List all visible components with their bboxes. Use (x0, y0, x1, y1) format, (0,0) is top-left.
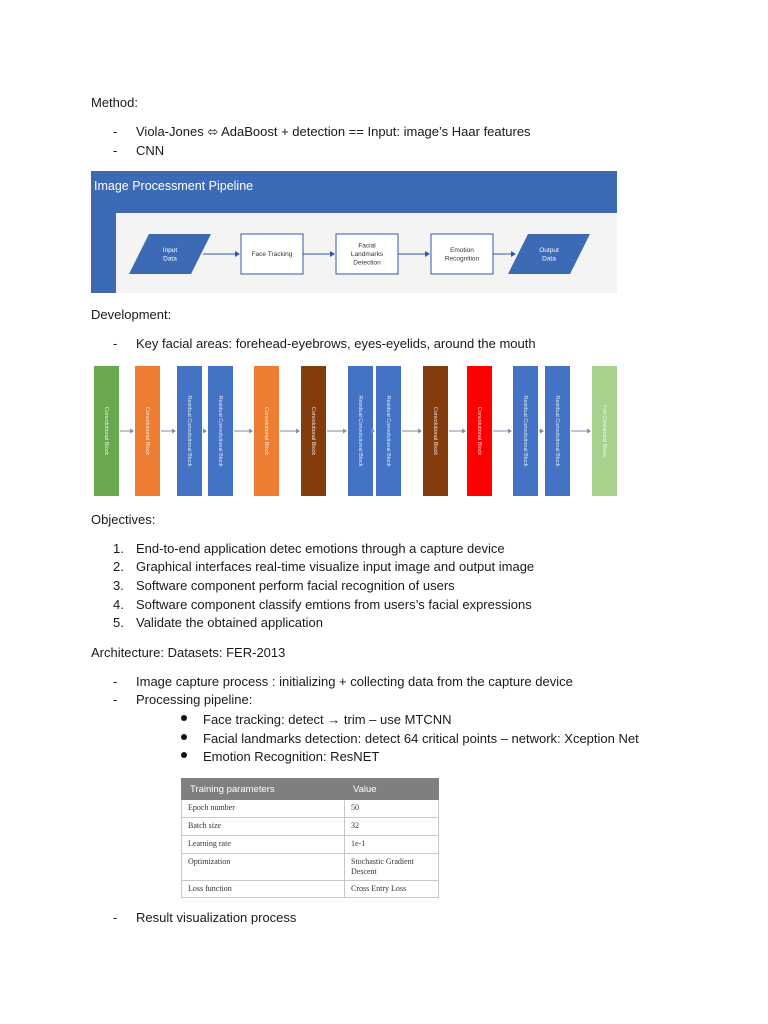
table-row (182, 881, 439, 898)
table-cell: 1e-1 (345, 836, 439, 854)
cnn-block-label: Convolutional Block (310, 406, 317, 456)
method-item-viola-jones (136, 123, 531, 140)
architecture-heading: Architecture: Datasets: FER-2013 (91, 645, 286, 660)
development-heading: Development: (91, 307, 172, 322)
cnn-arrowhead (203, 429, 207, 434)
objective-number: 4. (113, 597, 124, 612)
cnn-block-label: Convolutional Block (476, 406, 483, 456)
objective-item: Graphical interfaces real-time visualize input image and output image (136, 559, 535, 574)
table-row (182, 836, 439, 854)
method-heading: Method: (91, 95, 138, 110)
table-cell: Batch size (182, 818, 345, 836)
objective-item: Validate the obtained application (136, 615, 323, 630)
list-dash: - (113, 143, 118, 158)
table-row (182, 800, 439, 818)
cnn-block-label: Convolutional Block (432, 406, 439, 456)
subitem-text-post: trim – use MTCNN (340, 712, 452, 727)
bullet-dot (181, 734, 187, 740)
development-item: Key facial areas: forehead-eyebrows, eyes-eyelids, around the mouth (136, 336, 536, 351)
table-cell: Stochastic Gradient Descent (345, 854, 439, 881)
cnn-block-label: Convolutional Block (144, 406, 151, 456)
list-dash: - (113, 124, 118, 139)
bullet-dot (181, 715, 187, 721)
pipeline-step-label: Face Tracking (251, 251, 293, 259)
pipeline-svg (91, 171, 617, 293)
cnn-arrowhead (462, 429, 466, 434)
objectives-heading: Objectives: (91, 512, 156, 527)
list-dash: - (113, 910, 118, 925)
cnn-architecture-diagram (91, 364, 619, 498)
table-header-cell: Value (345, 779, 439, 800)
pipeline-step-label: Facial Landmarks Detection (350, 242, 384, 267)
subitem-landmarks: Facial landmarks detection: detect 64 critical points – network: Xception Net (203, 731, 639, 746)
table-row (182, 854, 439, 881)
cnn-arrowhead (249, 429, 253, 434)
pipeline-step-label: Input Data (162, 246, 178, 263)
cnn-block-label: Convolutional Block (263, 406, 270, 456)
cnn-block-label: Residual Convolutional Block (522, 395, 529, 467)
cnn-block-label: Residual Convolutional Block (385, 395, 392, 467)
cnn-arrowhead (540, 429, 544, 434)
pipeline-side-bar (91, 213, 116, 293)
table-cell: 32 (345, 818, 439, 836)
double-arrow-icon: ⬄ (207, 124, 219, 139)
table-cell: 50 (345, 800, 439, 818)
table-cell: Loss function (182, 881, 345, 898)
table-cell: Epoch number (182, 800, 345, 818)
method-item-cnn: CNN (136, 143, 165, 158)
architecture-item-result: Result visualization process (136, 910, 297, 925)
cnn-block-label: Convolutional Block (103, 406, 110, 456)
method-item-text-pre: Viola-Jones (136, 124, 208, 139)
cnn-arrowhead (508, 429, 512, 434)
subitem-emotion: Emotion Recognition: ResNET (203, 749, 380, 764)
bullet-dot (181, 752, 187, 758)
pipeline-step-label: Emotion Recognition (444, 246, 480, 263)
cnn-arrowhead (418, 429, 422, 434)
cnn-arrowhead (296, 429, 300, 434)
table-header-cell: Training parameters (182, 779, 345, 800)
list-dash: - (113, 336, 118, 351)
architecture-item-pipeline: Processing pipeline: (136, 692, 253, 707)
table-row (182, 818, 439, 836)
pipeline-step-label: Output Data (539, 246, 559, 263)
table-cell: Optimization (182, 854, 345, 881)
cnn-block-label: Residual Convolutional Block (554, 395, 561, 467)
pipeline-diagram (91, 171, 617, 293)
table-cell: Learning rate (182, 836, 345, 854)
table-cell: Cross Entry Loss (345, 881, 439, 898)
pipeline-process-box (431, 234, 493, 274)
list-dash: - (113, 674, 118, 689)
right-arrow-icon: → (327, 712, 341, 727)
cnn-arrowhead (343, 429, 347, 434)
training-parameters-table (181, 778, 439, 898)
cnn-block-label: Full Connected Block (601, 405, 608, 457)
objective-item: End-to-end application detec emotions through a capture device (136, 541, 505, 556)
cnn-arrowhead (130, 429, 134, 434)
cnn-block-label: Residual Convolutional Block (217, 395, 224, 467)
subitem-face-tracking (203, 711, 452, 728)
cnn-arrowhead (172, 429, 176, 434)
objective-number: 2. (113, 559, 124, 574)
objective-number: 3. (113, 578, 124, 593)
objective-item: Software component perform facial recognition of users (136, 578, 455, 593)
cnn-arrowhead (587, 429, 591, 434)
architecture-item-capture: Image capture process : initializing + collecting data from the capture device (136, 674, 573, 689)
pipeline-title: Image Processment Pipeline (94, 179, 254, 193)
list-dash: - (113, 692, 118, 707)
cnn-block-label: Residual Convolutional Block (186, 395, 193, 467)
subitem-text-pre: Face tracking: detect (203, 712, 328, 727)
method-item-text-post: AdaBoost + detection == Input: image’s Haar features (218, 124, 531, 139)
objective-number: 5. (113, 615, 124, 630)
objective-item: Software component classify emtions from users’s facial expressions (136, 597, 532, 612)
table-header-row (182, 779, 439, 800)
cnn-svg (91, 364, 619, 498)
objective-number: 1. (113, 541, 124, 556)
cnn-block-label: Residual Convolutional Block (357, 395, 364, 467)
